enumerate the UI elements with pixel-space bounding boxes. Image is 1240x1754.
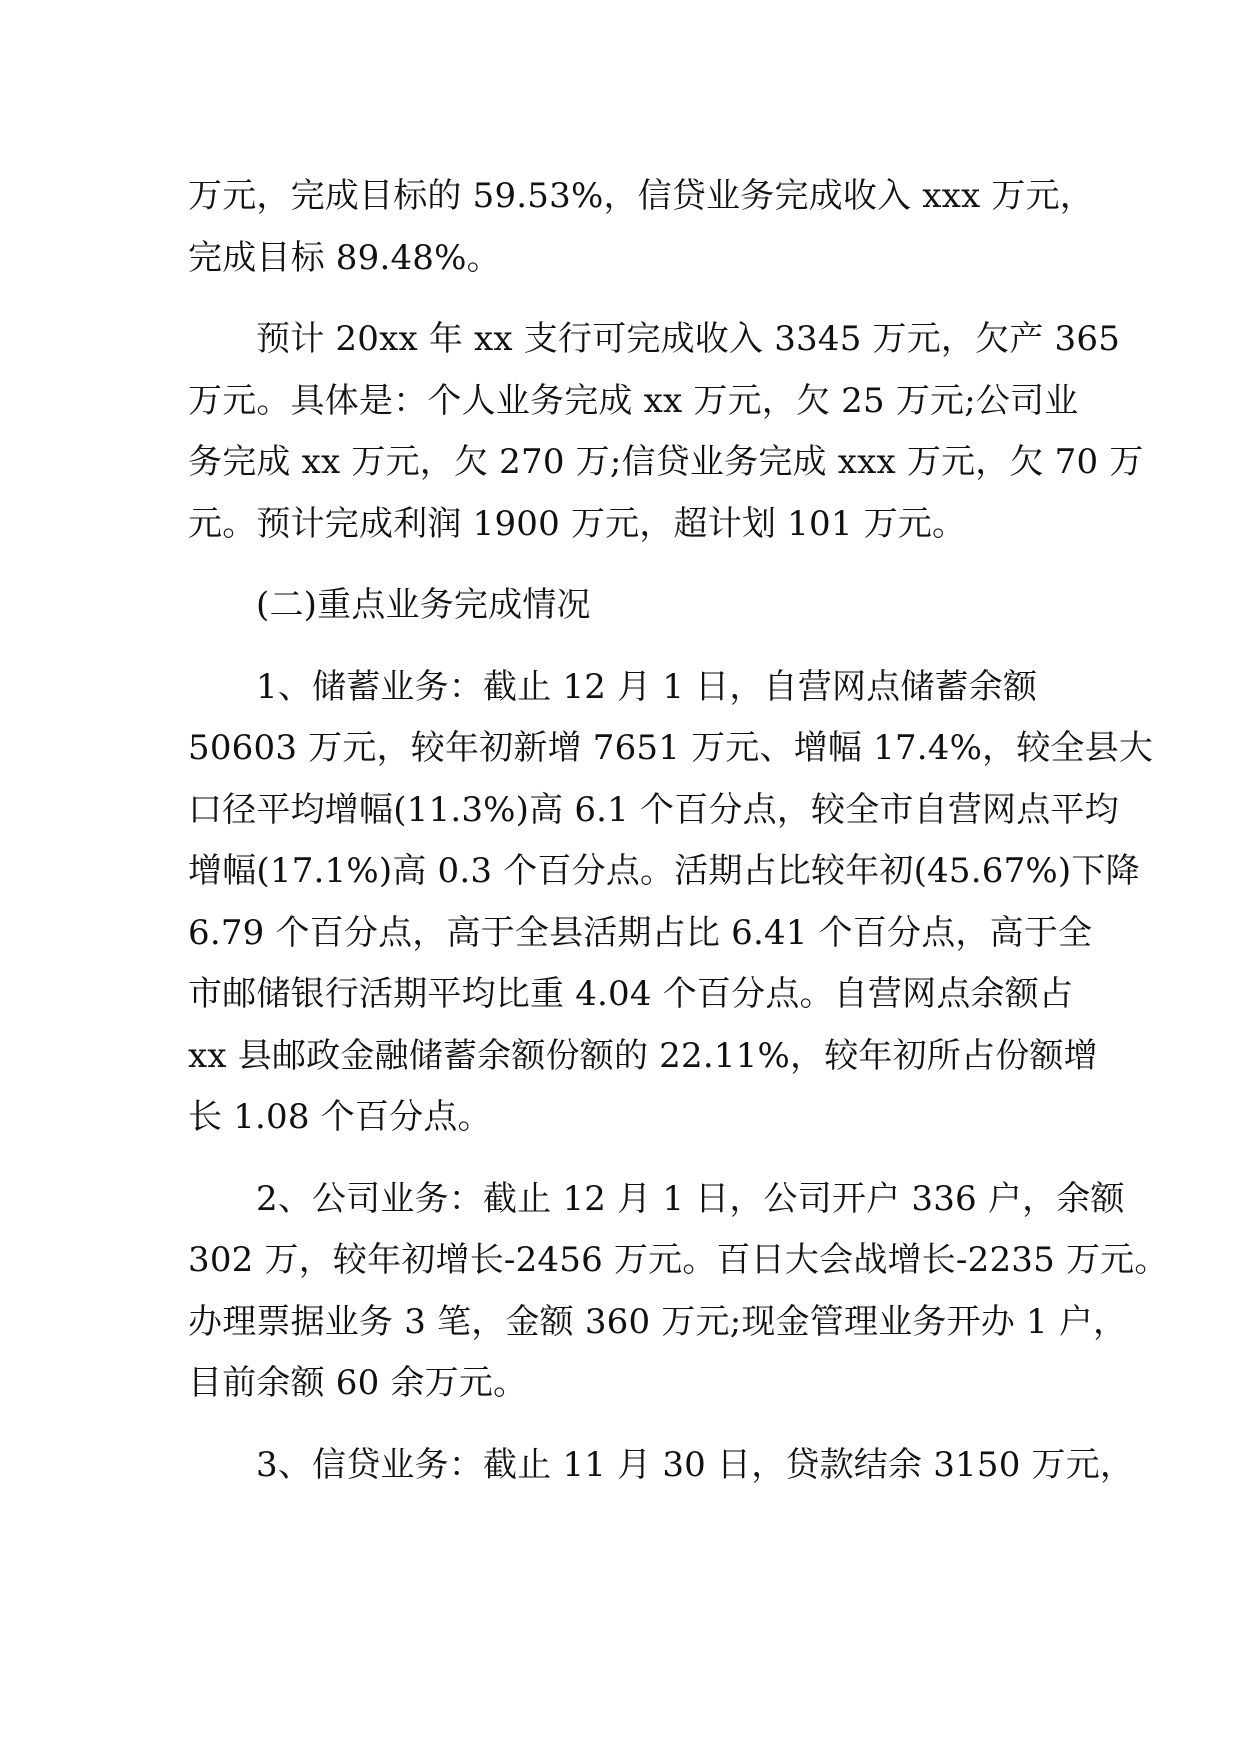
paragraph-gap: [188, 637, 1060, 657]
text-line: 长 1.08 个百分点。: [188, 1097, 492, 1137]
text-line: 口径平均增幅(11.3%)高 6.1 个百分点，较全市自营网点平均: [188, 789, 1119, 830]
text-line: 目前余额 60 余万元。: [188, 1363, 528, 1403]
text-line: 3、信贷业务：截止 11 月 30 日，贷款结余 3150 万元，: [256, 1444, 1135, 1485]
text-line: 完成目标 89.48%。: [188, 237, 501, 278]
text-line: 预计 20xx 年 xx 支行可完成收入 3345 万元，欠产 365: [256, 319, 1121, 359]
text-line: 市邮储银行活期平均比重 4.04 个百分点。自营网点余额占: [188, 974, 1074, 1014]
text-line: 务完成 xx 万元，欠 270 万;信贷业务完成 xxx 万元，欠 70 万: [188, 442, 1144, 482]
text-line: 50603 万元，较年初新增 7651 万元、增幅 17.4%，较全县大: [188, 728, 1154, 768]
paragraph-gap: [188, 1149, 1060, 1169]
text-line: 万元。具体是：个人业务完成 xx 万元，欠 25 万元;公司业: [188, 380, 1079, 421]
paragraph-gap: [188, 289, 1060, 309]
section-heading: (二)重点业务完成情况: [256, 585, 591, 625]
paragraph-gap: [188, 555, 1060, 575]
text-line: 增幅(17.1%)高 0.3 个百分点。活期占比较年初(45.67%)下降: [188, 851, 1140, 891]
text-line: 1、储蓄业务：截止 12 月 1 日，自营网点储蓄余额: [256, 666, 1038, 707]
text-line: 办理票据业务 3 笔，金额 360 万元;现金管理业务开办 1 户，: [188, 1301, 1128, 1342]
text-line: 2、公司业务：截止 12 月 1 日，公司开户 336 户，余额: [256, 1178, 1125, 1219]
text-line: 元。预计完成利润 1900 万元，超计划 101 万元。: [188, 503, 967, 544]
paragraph-gap: [188, 1415, 1060, 1435]
document-body: [188, 166, 1169, 1496]
text-line: 万元，完成目标的 59.53%，信贷业务完成收入 xxx 万元，: [188, 176, 1094, 216]
text-line: xx 县邮政金融储蓄余额份额的 22.11%，较年初所占份额增: [188, 1035, 1098, 1076]
text-line: 302 万，较年初增长-2456 万元。百日大会战增长-2235 万元。: [188, 1240, 1169, 1280]
text-line: 6.79 个百分点，高于全县活期占比 6.41 个百分点，高于全: [188, 912, 1093, 953]
